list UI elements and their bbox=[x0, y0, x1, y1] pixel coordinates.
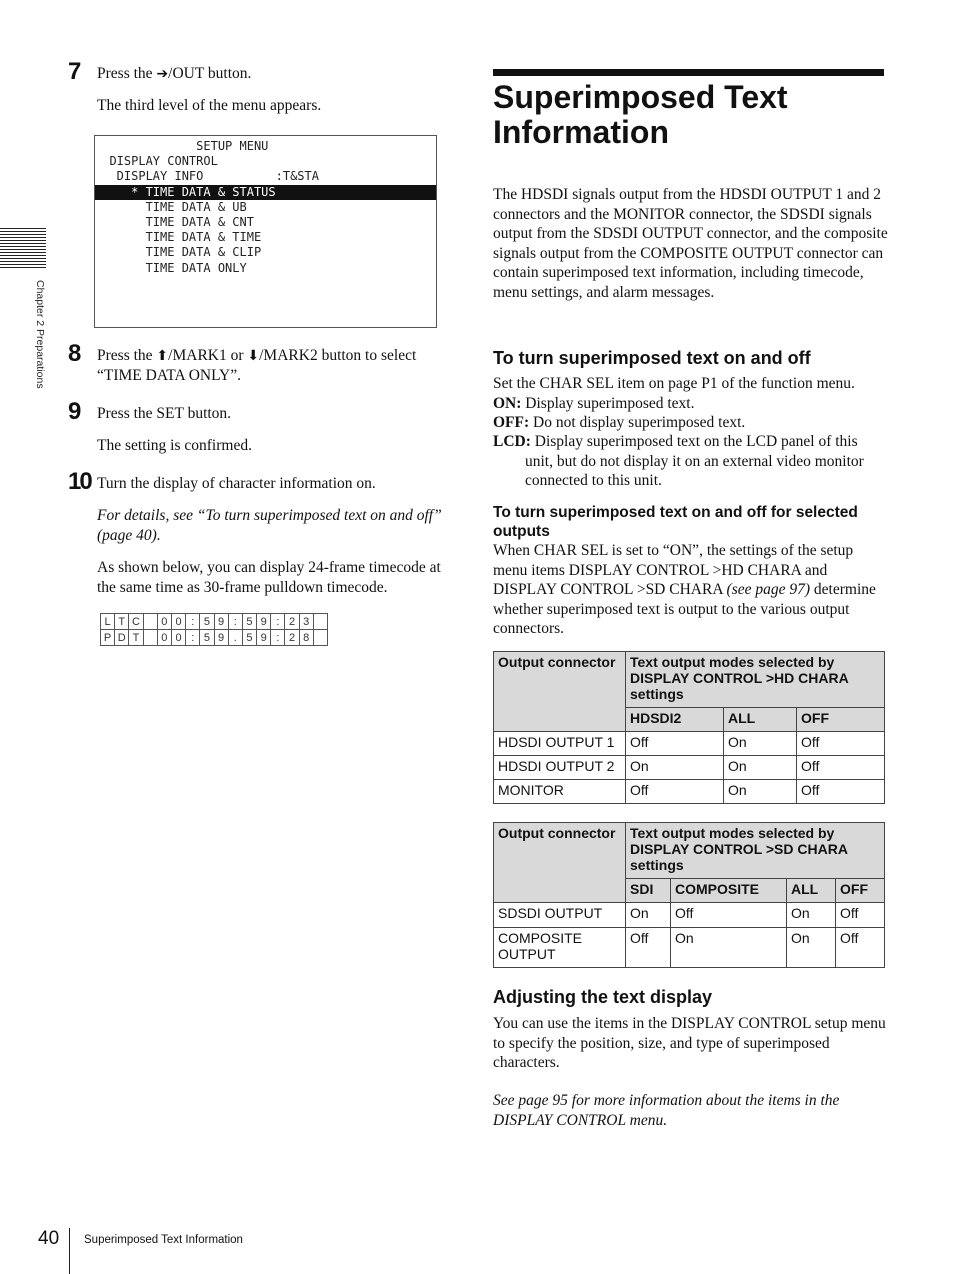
table-cell: Off bbox=[836, 928, 885, 968]
up-arrow-icon: ⬆ bbox=[156, 348, 169, 364]
timecode-cell bbox=[313, 614, 327, 630]
table-cell: On bbox=[787, 903, 836, 928]
hd-mode-header: ALL bbox=[724, 708, 797, 732]
step-8-pre: Press the bbox=[97, 347, 157, 364]
timecode-cell: 5 bbox=[200, 630, 214, 646]
table-cell: HDSDI OUTPUT 1 bbox=[494, 732, 626, 756]
right-arrow-icon: ➔ bbox=[156, 66, 169, 82]
timecode-cell bbox=[143, 630, 157, 646]
timecode-cell: 0 bbox=[171, 614, 185, 630]
timecode-cell: 9 bbox=[257, 630, 271, 646]
hd-mode-header: OFF bbox=[797, 708, 885, 732]
timecode-cell: T bbox=[129, 630, 143, 646]
timecode-cell: T bbox=[115, 614, 129, 630]
title-line-2: Information bbox=[493, 114, 669, 150]
menu-line: TIME DATA & CLIP bbox=[95, 245, 262, 260]
page-number: 40 bbox=[38, 1228, 60, 1249]
table-row bbox=[494, 780, 885, 804]
table-cell: COMPOSITE OUTPUT bbox=[494, 928, 626, 968]
intro-paragraph: The HDSDI signals output from the HDSDI OUTPUT 1 and 2 connectors and the MONITOR connector, the SDSDI signals output from the SDSDI OUTPUT connector, and the composite signals output from the COMPOSITE OUTPUT connector can contain superimposed text information, including timecode, menu settings, and alarm messages. bbox=[493, 186, 888, 301]
timecode-cell: 2 bbox=[285, 614, 299, 630]
menu-line: TIME DATA & TIME bbox=[95, 230, 262, 245]
timecode-cell bbox=[313, 630, 327, 646]
timecode-cell: 2 bbox=[285, 630, 299, 646]
timecode-row bbox=[101, 614, 328, 630]
option-lcd-desc: Display superimposed text on the LCD panel of this unit, but do not display it on an external video monitor connected to this unit. bbox=[525, 433, 864, 489]
timecode-cell: 0 bbox=[157, 614, 171, 630]
table-cell: Off bbox=[797, 780, 885, 804]
menu-line: SETUP MENU bbox=[95, 139, 269, 153]
sd-mode-header: COMPOSITE bbox=[671, 879, 787, 903]
selected-outputs-paragraph bbox=[493, 541, 888, 639]
step-7-note: The third level of the menu appears. bbox=[97, 97, 322, 114]
table-row bbox=[494, 928, 885, 968]
table-cell: HDSDI OUTPUT 2 bbox=[494, 756, 626, 780]
step-9-text: Press the SET button. bbox=[97, 405, 232, 422]
option-off bbox=[493, 413, 888, 433]
option-on-term: ON: bbox=[493, 395, 522, 412]
timecode-cell: 9 bbox=[214, 614, 228, 630]
sd-col-output-connector: Output connector bbox=[494, 823, 626, 903]
table-row bbox=[494, 732, 885, 756]
turn-on-off-lead: Set the CHAR SEL item on page P1 of the function menu. bbox=[493, 375, 855, 392]
adjusting-reference: See page 95 for more information about the items in the DISPLAY CONTROL menu. bbox=[493, 1092, 840, 1129]
menu-line: TIME DATA ONLY bbox=[95, 260, 247, 275]
timecode-cell: 5 bbox=[242, 630, 256, 646]
timecode-cell: C bbox=[129, 614, 143, 630]
timecode-cell bbox=[143, 614, 157, 630]
title-rule bbox=[493, 69, 884, 76]
timecode-cell: L bbox=[101, 614, 115, 630]
selected-para-ref: (see page 97) bbox=[726, 581, 811, 598]
adjusting-heading: Adjusting the text display bbox=[493, 987, 713, 1007]
table-cell: Off bbox=[836, 903, 885, 928]
sd-chara-table bbox=[493, 822, 885, 968]
step-10-paragraph: As shown below, you can display 24-frame timecode at the same time as 30-frame pulldown timecode. bbox=[97, 559, 441, 596]
table-cell: SDSDI OUTPUT bbox=[494, 903, 626, 928]
table-cell: Off bbox=[626, 928, 671, 968]
table-row bbox=[494, 903, 885, 928]
turn-on-off-heading: To turn superimposed text on and off bbox=[493, 348, 811, 368]
timecode-cell: 9 bbox=[214, 630, 228, 646]
hd-col-output-connector: Output connector bbox=[494, 652, 626, 732]
option-off-term: OFF: bbox=[493, 414, 530, 431]
chapter-tab-label bbox=[34, 280, 50, 420]
hd-mode-header: HDSDI2 bbox=[626, 708, 724, 732]
selected-para-pre: When CHAR SEL is set to “ON”, the settings of the setup menu items DISPLAY CONTROL >HD CHARA and DISPLAY CONTROL >SD CHARA bbox=[493, 542, 854, 598]
timecode-cell: 3 bbox=[299, 614, 313, 630]
setup-menu-display bbox=[94, 135, 437, 328]
sd-mode-header: SDI bbox=[626, 879, 671, 903]
step-10-text: Turn the display of character information on. bbox=[97, 475, 376, 492]
step-10-number: 10 bbox=[68, 468, 91, 495]
timecode-cell: 5 bbox=[242, 614, 256, 630]
sd-mode-header: OFF bbox=[836, 879, 885, 903]
timecode-cell: : bbox=[271, 614, 285, 630]
step-8-number: 8 bbox=[68, 340, 82, 367]
timecode-row bbox=[101, 630, 328, 646]
timecode-cell: : bbox=[186, 614, 200, 630]
menu-line: TIME DATA & CNT bbox=[95, 215, 254, 229]
step-9-note: The setting is confirmed. bbox=[97, 437, 252, 454]
timecode-cell: 8 bbox=[299, 630, 313, 646]
hd-group-header: Text output modes selected by DISPLAY CONTROL >HD CHARA settings bbox=[626, 652, 885, 708]
timecode-grid bbox=[100, 613, 328, 646]
table-cell: On bbox=[626, 903, 671, 928]
step-8-line2: “TIME DATA ONLY”. bbox=[97, 366, 241, 384]
timecode-cell: 9 bbox=[257, 614, 271, 630]
step-7-text bbox=[97, 64, 467, 84]
timecode-cell: 0 bbox=[171, 630, 185, 646]
timecode-cell: : bbox=[186, 630, 200, 646]
adjusting-paragraph: You can use the items in the DISPLAY CONTROL setup menu to specify the position, size, and type of superimposed characters. bbox=[493, 1015, 886, 1071]
step-8-text bbox=[97, 346, 467, 385]
selected-outputs-heading: To turn superimposed text on and off for selected outputs bbox=[493, 504, 858, 540]
table-cell: On bbox=[724, 732, 797, 756]
footer-section-title: Superimposed Text Information bbox=[84, 1234, 243, 1246]
step-8-mid: /MARK1 or bbox=[168, 347, 248, 364]
step-8-post: /MARK2 button to select bbox=[259, 347, 417, 364]
table-cell: On bbox=[724, 780, 797, 804]
step-7-post: /OUT button. bbox=[168, 65, 252, 82]
option-lcd bbox=[493, 432, 888, 491]
chapter-tab-lines bbox=[0, 228, 46, 270]
timecode-cell: : bbox=[228, 614, 242, 630]
timecode-cell: . bbox=[228, 630, 242, 646]
step-9-number: 9 bbox=[68, 398, 82, 425]
menu-line: DISPLAY INFO :T&STA bbox=[95, 169, 319, 184]
title-line-1: Superimposed Text bbox=[493, 79, 788, 115]
option-on bbox=[493, 394, 888, 414]
step-10-reference: For details, see “To turn superimposed text on and off” (page 40). bbox=[97, 507, 442, 544]
step-7-pre: Press the bbox=[97, 65, 157, 82]
table-cell: Off bbox=[626, 780, 724, 804]
option-on-desc: Display superimposed text. bbox=[521, 395, 695, 412]
menu-line: * TIME DATA & STATUS bbox=[95, 185, 436, 200]
table-cell: On bbox=[724, 756, 797, 780]
timecode-cell: : bbox=[271, 630, 285, 646]
chapter-label-text: Chapter 2 Preparations bbox=[34, 280, 46, 389]
sd-mode-header: ALL bbox=[787, 879, 836, 903]
section-title bbox=[493, 80, 893, 150]
timecode-cell: 5 bbox=[200, 614, 214, 630]
table-cell: On bbox=[626, 756, 724, 780]
table-cell: Off bbox=[797, 756, 885, 780]
timecode-cell: P bbox=[101, 630, 115, 646]
table-cell: On bbox=[671, 928, 787, 968]
menu-line: DISPLAY CONTROL bbox=[95, 154, 218, 169]
option-lcd-term: LCD: bbox=[493, 433, 531, 450]
timecode-cell: 0 bbox=[157, 630, 171, 646]
table-cell: Off bbox=[797, 732, 885, 756]
timecode-cell: D bbox=[115, 630, 129, 646]
sd-group-header: Text output modes selected by DISPLAY CONTROL >SD CHARA settings bbox=[626, 823, 885, 879]
selected-para-post: determine whether superimposed text is output to the various output connectors. bbox=[493, 581, 876, 637]
table-cell: Off bbox=[626, 732, 724, 756]
hd-chara-table bbox=[493, 651, 885, 804]
table-cell: Off bbox=[671, 903, 787, 928]
step-7-number: 7 bbox=[68, 58, 82, 85]
table-row bbox=[494, 756, 885, 780]
table-cell: On bbox=[787, 928, 836, 968]
option-off-desc: Do not display superimposed text. bbox=[529, 414, 746, 431]
footer-divider bbox=[69, 1228, 70, 1274]
menu-line: TIME DATA & UB bbox=[95, 199, 247, 214]
table-cell: MONITOR bbox=[494, 780, 626, 804]
down-arrow-icon: ⬇ bbox=[247, 348, 260, 364]
